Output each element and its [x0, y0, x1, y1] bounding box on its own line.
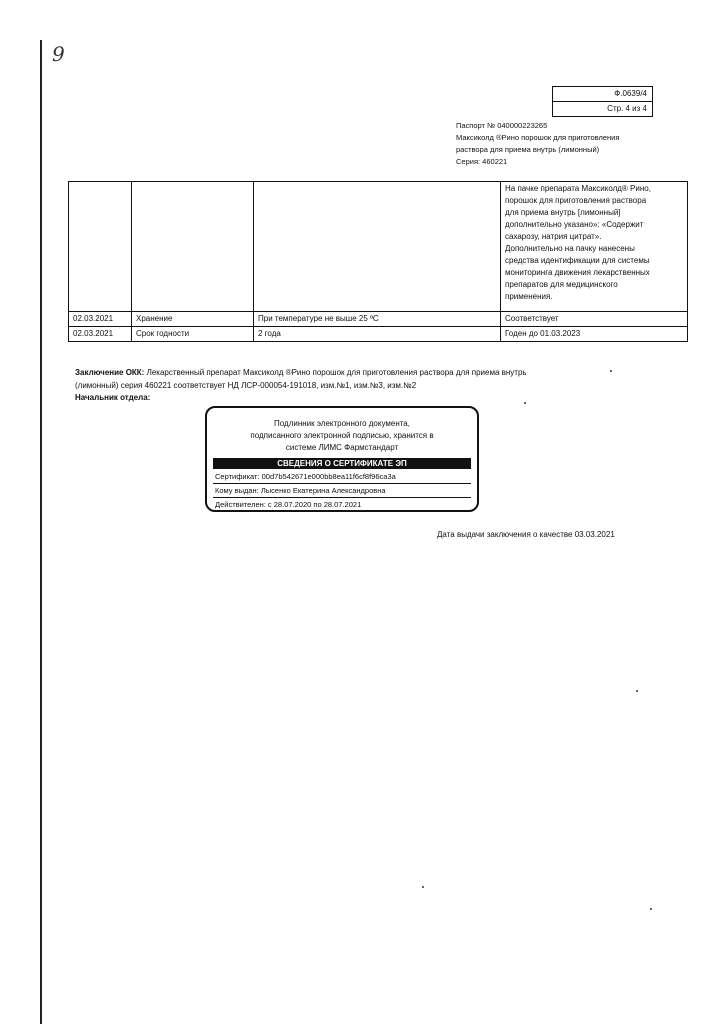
head-of-department-label: Начальник отдела: [75, 393, 151, 402]
passport-number: Паспорт № 040000223265 [456, 121, 548, 130]
passport-block [456, 120, 656, 168]
scan-speck [650, 908, 652, 910]
table-row [69, 182, 688, 312]
table-row [69, 327, 688, 342]
conclusion-label: Заключение ОКК: [75, 368, 145, 377]
test-name-cell: Хранение [132, 312, 254, 327]
test-name-cell: Срок годности [132, 327, 254, 342]
test-results-table [68, 181, 688, 342]
certificate-header: СВЕДЕНИЯ О СЕРТИФИКАТЕ ЭП [213, 458, 471, 469]
requirement-cell: 2 года [254, 327, 501, 342]
signature-notice: Подлинник электронного документа, подписанного электронной подписью, хранится в системе ЛИМС Фармстандарт [250, 419, 434, 452]
page-left-edge [40, 40, 42, 1024]
result-cell: На пачке препарата Максиколд® Рино, порошок для приготовления раствора для приема внутрь [лимонный] дополнительно указано»: «Содержит сахарозу, натрия цитрат». Дополнительно на пачку нанесены средства идентификации для системы мониторинга движения лекарственных препаратов для медицинского применения. [501, 182, 688, 312]
result-cell: Годен до 01.03.2023 [501, 327, 688, 342]
certificate-number: Сертификат: 00d7b542671e000bb8ea11f6cf8f96ca3a [215, 472, 396, 481]
series-number: Серия: 460221 [456, 157, 508, 166]
scan-speck [636, 690, 638, 692]
test-date-cell [69, 182, 132, 312]
product-name-line1: Максиколд ®Рино порошок для приготовления [456, 133, 620, 142]
certificate-validity: Действителен: с 28.07.2020 по 28.07.2021 [215, 500, 362, 509]
scan-speck [524, 402, 526, 404]
form-code: Ф.0639/4 [614, 89, 647, 98]
requirement-cell: При температуре не выше 25 ºС [254, 312, 501, 327]
stamp-divider [213, 497, 471, 498]
conclusion-text: Лекарственный препарат Максиколд ®Рино порошок для приготовления раствора для приема внутрь (лимонный) серия 460221 соответствует НД ЛСР-000054-191018, изм.№1, изм.№3, изм.№2 [75, 368, 527, 390]
page-counter: Стр. 4 из 4 [553, 101, 652, 116]
certificate-holder: Кому выдан: Лысенко Екатерина Александровна [215, 486, 386, 495]
test-date-cell: 02.03.2021 [69, 312, 132, 327]
handwritten-page-number: 9 [52, 42, 65, 66]
test-name-cell [132, 182, 254, 312]
result-cell: Соответствует [501, 312, 688, 327]
issue-date: Дата выдачи заключения о качестве 03.03.2021 [437, 530, 615, 539]
form-code-box [552, 86, 653, 117]
table-row [69, 312, 688, 327]
quality-conclusion [75, 366, 565, 392]
electronic-signature-stamp [205, 406, 479, 512]
product-name-line2: раствора для приема внутрь (лимонный) [456, 145, 600, 154]
scan-speck [422, 886, 424, 888]
test-date-cell: 02.03.2021 [69, 327, 132, 342]
stamp-divider [213, 483, 471, 484]
scan-speck [610, 370, 612, 372]
requirement-cell [254, 182, 501, 312]
